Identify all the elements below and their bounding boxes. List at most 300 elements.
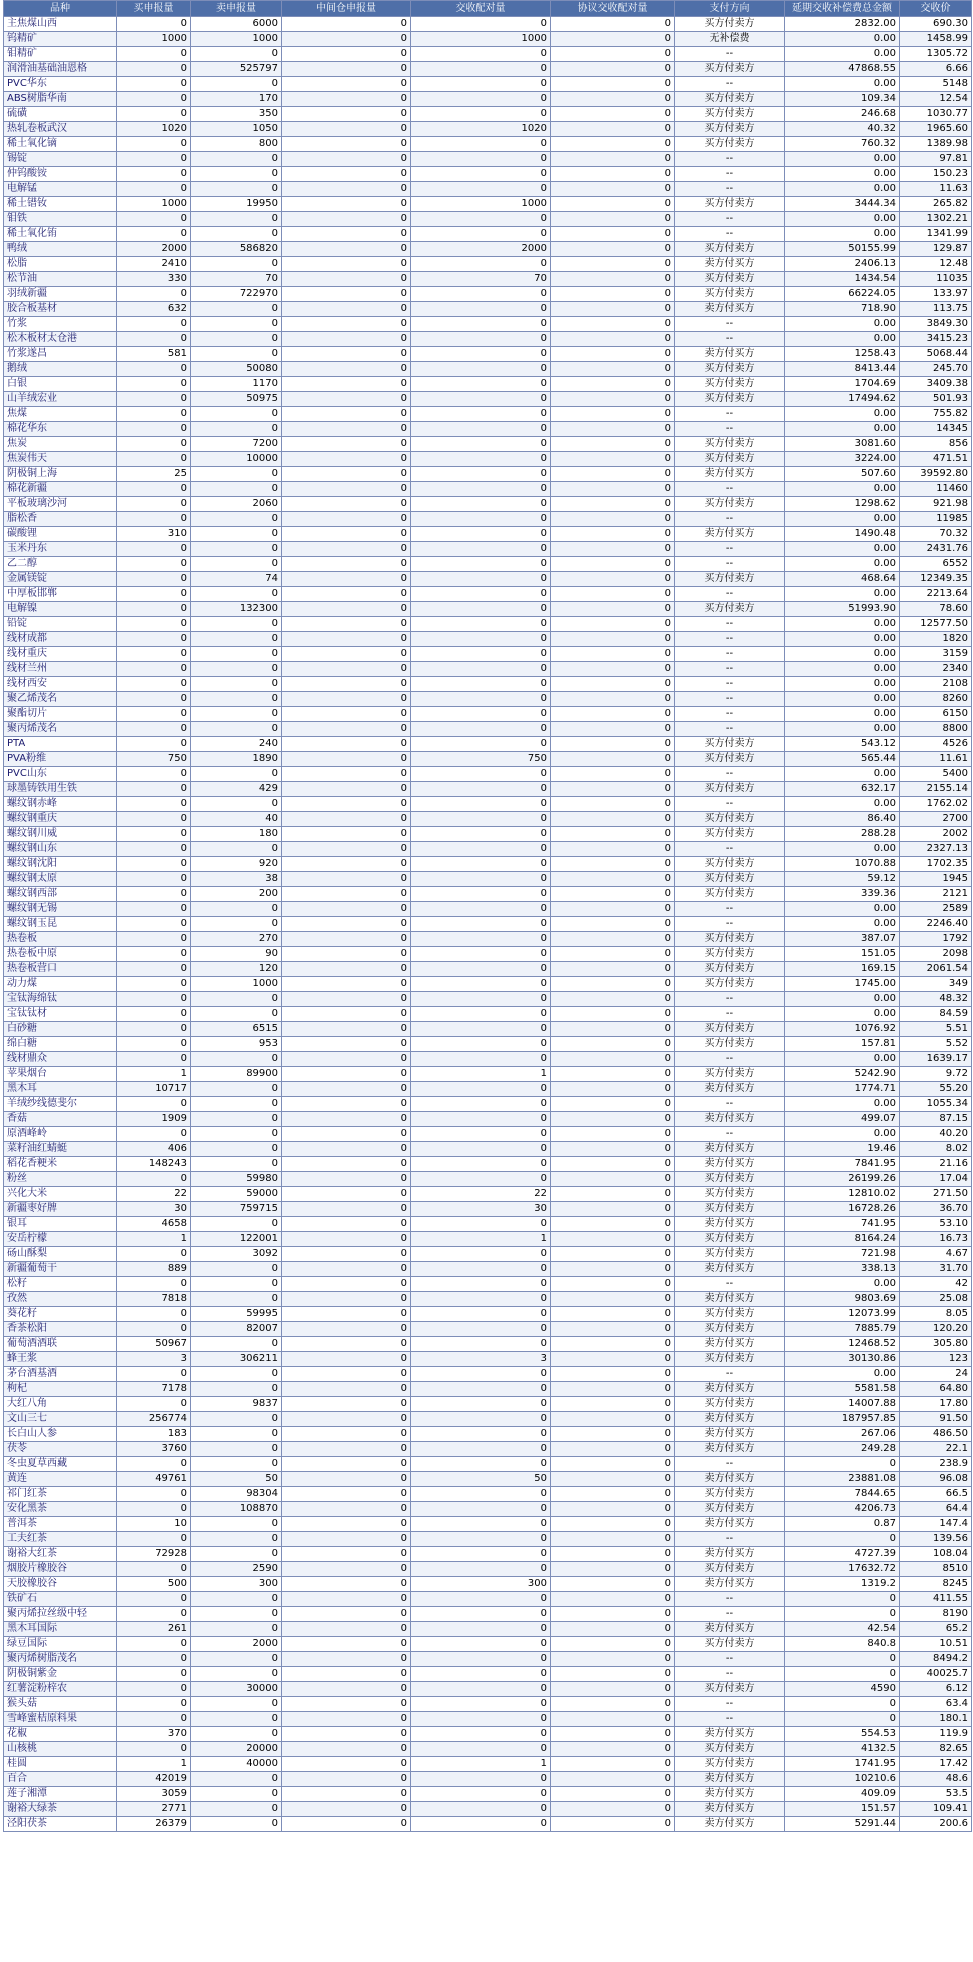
table-row: [4, 407, 972, 422]
cell-variety[interactable]: 祁门红茶: [4, 1487, 117, 1502]
table-row: [4, 1472, 972, 1487]
table-row: [4, 872, 972, 887]
cell-variety[interactable]: 螺纹钢川威: [4, 827, 117, 842]
cell-variety[interactable]: 螺纹钢重庆: [4, 812, 117, 827]
cell-variety[interactable]: 线材重庆: [4, 647, 117, 662]
cell-agreement-qty: 0: [551, 827, 675, 842]
cell-compensation-total: 30130.86: [785, 1352, 900, 1367]
cell-variety[interactable]: 金属镁锭: [4, 572, 117, 587]
cell-matched-qty: 2000: [411, 242, 551, 257]
cell-variety[interactable]: 钼精矿: [4, 47, 117, 62]
cell-matched-qty: 0: [411, 1712, 551, 1727]
cell-delivery-price: 200.6: [900, 1817, 972, 1832]
cell-compensation-total: 632.17: [785, 782, 900, 797]
cell-sell-qty: 0: [191, 1292, 282, 1307]
cell-variety[interactable]: 螺纹钢玉昆: [4, 917, 117, 932]
cell-variety[interactable]: 脂松香: [4, 512, 117, 527]
cell-variety[interactable]: 松节油: [4, 272, 117, 287]
cell-variety[interactable]: 竹浆: [4, 317, 117, 332]
cell-variety[interactable]: 焦炭伟天: [4, 452, 117, 467]
cell-agreement-qty: 0: [551, 1037, 675, 1052]
cell-variety[interactable]: 线材成都: [4, 632, 117, 647]
table-row: [4, 767, 972, 782]
cell-buy-qty: 0: [117, 812, 191, 827]
cell-sell-qty: 1000: [191, 32, 282, 47]
table-row: [4, 107, 972, 122]
cell-variety[interactable]: 孜然: [4, 1292, 117, 1307]
cell-variety[interactable]: 香菇: [4, 1112, 117, 1127]
cell-sell-qty: 2590: [191, 1562, 282, 1577]
cell-variety[interactable]: 焦煤: [4, 407, 117, 422]
cell-variety[interactable]: 热卷板中原: [4, 947, 117, 962]
cell-intermediate-qty: 0: [282, 1307, 411, 1322]
cell-delivery-price: 31.70: [900, 1262, 972, 1277]
cell-variety[interactable]: 羊绒纱线德斐尔: [4, 1097, 117, 1112]
cell-agreement-qty: 0: [551, 1562, 675, 1577]
cell-buy-qty: 0: [117, 1052, 191, 1067]
cell-sell-qty: 0: [191, 1607, 282, 1622]
cell-compensation-total: 339.36: [785, 887, 900, 902]
cell-agreement-qty: 0: [551, 107, 675, 122]
cell-buy-qty: 1: [117, 1067, 191, 1082]
cell-variety[interactable]: 球墨铸铁用生铁: [4, 782, 117, 797]
cell-pay-direction: --: [675, 767, 785, 782]
cell-intermediate-qty: 0: [282, 1622, 411, 1637]
cell-variety[interactable]: 阴极铜紫金: [4, 1667, 117, 1682]
cell-variety[interactable]: 山核桃: [4, 1742, 117, 1757]
cell-agreement-qty: 0: [551, 1097, 675, 1112]
cell-variety[interactable]: 雪峰蜜桔原料果: [4, 1712, 117, 1727]
cell-intermediate-qty: 0: [282, 1022, 411, 1037]
cell-matched-qty: 300: [411, 1577, 551, 1592]
cell-variety[interactable]: 焦炭: [4, 437, 117, 452]
cell-delivery-price: 305.80: [900, 1337, 972, 1352]
cell-variety[interactable]: 蜂王浆: [4, 1352, 117, 1367]
table-row: [4, 947, 972, 962]
cell-variety[interactable]: 玉米丹东: [4, 542, 117, 557]
cell-buy-qty: 0: [117, 1607, 191, 1622]
cell-sell-qty: 50080: [191, 362, 282, 377]
cell-intermediate-qty: 0: [282, 332, 411, 347]
cell-delivery-price: 8494.2: [900, 1652, 972, 1667]
cell-intermediate-qty: 0: [282, 587, 411, 602]
cell-matched-qty: 0: [411, 92, 551, 107]
cell-variety[interactable]: 宝钛钛材: [4, 1007, 117, 1022]
cell-intermediate-qty: 0: [282, 842, 411, 857]
cell-delivery-price: 11.61: [900, 752, 972, 767]
cell-sell-qty: 0: [191, 257, 282, 272]
cell-compensation-total: 1298.62: [785, 497, 900, 512]
cell-agreement-qty: 0: [551, 1817, 675, 1832]
cell-agreement-qty: 0: [551, 1262, 675, 1277]
cell-compensation-total: 5242.90: [785, 1067, 900, 1082]
cell-variety[interactable]: 宝钛海绵钛: [4, 992, 117, 1007]
cell-sell-qty: 0: [191, 677, 282, 692]
cell-variety[interactable]: 新疆枣好牌: [4, 1202, 117, 1217]
cell-variety[interactable]: 莲子湘潭: [4, 1787, 117, 1802]
cell-compensation-total: 0.00: [785, 617, 900, 632]
cell-pay-direction: 卖方付买方: [675, 1217, 785, 1232]
cell-variety[interactable]: 白砂糖: [4, 1022, 117, 1037]
cell-matched-qty: 0: [411, 1082, 551, 1097]
cell-variety[interactable]: 聚酯切片: [4, 707, 117, 722]
cell-variety[interactable]: 线材西安: [4, 677, 117, 692]
cell-buy-qty: 0: [117, 92, 191, 107]
cell-variety[interactable]: 文山三七: [4, 1412, 117, 1427]
cell-sell-qty: 6000: [191, 17, 282, 32]
cell-agreement-qty: 0: [551, 92, 675, 107]
cell-buy-qty: 0: [117, 602, 191, 617]
cell-intermediate-qty: 0: [282, 497, 411, 512]
cell-matched-qty: 0: [411, 377, 551, 392]
table-row: [4, 182, 972, 197]
cell-variety[interactable]: 热轧卷板武汉: [4, 122, 117, 137]
cell-compensation-total: 5581.58: [785, 1382, 900, 1397]
cell-variety[interactable]: 葡萄酒酒联: [4, 1337, 117, 1352]
cell-matched-qty: 0: [411, 1037, 551, 1052]
cell-variety[interactable]: 平板玻璃沙河: [4, 497, 117, 512]
cell-variety[interactable]: 冬虫夏草西藏: [4, 1457, 117, 1472]
cell-agreement-qty: 0: [551, 917, 675, 932]
cell-variety[interactable]: 兴化大米: [4, 1187, 117, 1202]
cell-intermediate-qty: 0: [282, 767, 411, 782]
table-row: [4, 287, 972, 302]
cell-variety[interactable]: PVA粉维: [4, 752, 117, 767]
cell-sell-qty: 3092: [191, 1247, 282, 1262]
cell-pay-direction: --: [675, 1697, 785, 1712]
cell-variety[interactable]: 烟胶片橡胶谷: [4, 1562, 117, 1577]
cell-variety[interactable]: 聚丙烯树脂茂名: [4, 1652, 117, 1667]
cell-compensation-total: 66224.05: [785, 287, 900, 302]
cell-intermediate-qty: 0: [282, 1607, 411, 1622]
cell-compensation-total: 157.81: [785, 1037, 900, 1052]
cell-delivery-price: 2108: [900, 677, 972, 692]
cell-compensation-total: 0.00: [785, 692, 900, 707]
cell-compensation-total: 12468.52: [785, 1337, 900, 1352]
cell-variety[interactable]: 鹅绒: [4, 362, 117, 377]
cell-variety[interactable]: 谢裕大绿茶: [4, 1802, 117, 1817]
cell-pay-direction: 卖方付买方: [675, 1517, 785, 1532]
cell-agreement-qty: 0: [551, 782, 675, 797]
cell-intermediate-qty: 0: [282, 1322, 411, 1337]
cell-variety[interactable]: 鸭绒: [4, 242, 117, 257]
cell-variety[interactable]: 桂圆: [4, 1757, 117, 1772]
cell-variety[interactable]: 稀土氧化镝: [4, 137, 117, 152]
cell-intermediate-qty: 0: [282, 1817, 411, 1832]
cell-intermediate-qty: 0: [282, 452, 411, 467]
cell-pay-direction: --: [675, 1457, 785, 1472]
cell-variety[interactable]: 胶合板基材: [4, 302, 117, 317]
cell-variety[interactable]: 泾阳茯茶: [4, 1817, 117, 1832]
cell-variety[interactable]: PVC华东: [4, 77, 117, 92]
cell-matched-qty: 0: [411, 542, 551, 557]
cell-compensation-total: 3444.34: [785, 197, 900, 212]
table-row: [4, 857, 972, 872]
cell-variety[interactable]: 聚乙烯茂名: [4, 692, 117, 707]
cell-pay-direction: 卖方付买方: [675, 467, 785, 482]
cell-variety[interactable]: 安岳柠檬: [4, 1232, 117, 1247]
cell-delivery-price: 129.87: [900, 242, 972, 257]
cell-variety[interactable]: 银耳: [4, 1217, 117, 1232]
cell-matched-qty: 0: [411, 1142, 551, 1157]
cell-agreement-qty: 0: [551, 1337, 675, 1352]
cell-delivery-price: 17.80: [900, 1397, 972, 1412]
cell-matched-qty: 0: [411, 1592, 551, 1607]
cell-variety[interactable]: 安化黑茶: [4, 1502, 117, 1517]
cell-variety[interactable]: 葵花籽: [4, 1307, 117, 1322]
cell-intermediate-qty: 0: [282, 962, 411, 977]
cell-pay-direction: 卖方付买方: [675, 1772, 785, 1787]
cell-variety[interactable]: 螺纹钢山东: [4, 842, 117, 857]
cell-agreement-qty: 0: [551, 212, 675, 227]
cell-variety[interactable]: 绿豆国际: [4, 1637, 117, 1652]
table-row: [4, 1097, 972, 1112]
cell-variety[interactable]: ABS树脂华南: [4, 92, 117, 107]
table-row: [4, 602, 972, 617]
cell-compensation-total: 0.00: [785, 677, 900, 692]
cell-intermediate-qty: 0: [282, 887, 411, 902]
cell-matched-qty: 0: [411, 512, 551, 527]
cell-delivery-price: 8245: [900, 1577, 972, 1592]
cell-matched-qty: 1000: [411, 32, 551, 47]
cell-variety[interactable]: PTA: [4, 737, 117, 752]
cell-intermediate-qty: 0: [282, 812, 411, 827]
cell-variety[interactable]: 新疆葡萄干: [4, 1262, 117, 1277]
cell-pay-direction: 卖方付买方: [675, 1817, 785, 1832]
cell-agreement-qty: 0: [551, 77, 675, 92]
cell-variety[interactable]: 阴极铜上海: [4, 467, 117, 482]
cell-variety[interactable]: 大红八角: [4, 1397, 117, 1412]
cell-variety[interactable]: 长白山人参: [4, 1427, 117, 1442]
cell-buy-qty: 0: [117, 287, 191, 302]
cell-intermediate-qty: 0: [282, 827, 411, 842]
cell-variety[interactable]: 羽绒新疆: [4, 287, 117, 302]
table-row: [4, 1157, 972, 1172]
cell-intermediate-qty: 0: [282, 1667, 411, 1682]
table-row: [4, 707, 972, 722]
cell-delivery-price: 109.41: [900, 1802, 972, 1817]
cell-compensation-total: 554.53: [785, 1727, 900, 1742]
cell-variety[interactable]: 线材鼎众: [4, 1052, 117, 1067]
cell-matched-qty: 0: [411, 1217, 551, 1232]
cell-delivery-price: 64.80: [900, 1382, 972, 1397]
cell-compensation-total: 1490.48: [785, 527, 900, 542]
table-row: [4, 812, 972, 827]
cell-variety[interactable]: 菜籽油红蜻蜓: [4, 1142, 117, 1157]
cell-compensation-total: 8164.24: [785, 1232, 900, 1247]
cell-variety[interactable]: 原酒峰岭: [4, 1127, 117, 1142]
cell-compensation-total: 0.00: [785, 1367, 900, 1382]
cell-variety[interactable]: 枸杞: [4, 1382, 117, 1397]
cell-compensation-total: 4206.73: [785, 1502, 900, 1517]
cell-matched-qty: 0: [411, 902, 551, 917]
table-row: [4, 1592, 972, 1607]
cell-matched-qty: 0: [411, 1502, 551, 1517]
cell-variety[interactable]: 黄连: [4, 1472, 117, 1487]
cell-matched-qty: 0: [411, 707, 551, 722]
cell-pay-direction: --: [675, 332, 785, 347]
cell-agreement-qty: 0: [551, 992, 675, 1007]
cell-variety[interactable]: 松木板材太仓港: [4, 332, 117, 347]
cell-variety[interactable]: 砀山酥梨: [4, 1247, 117, 1262]
cell-agreement-qty: 0: [551, 362, 675, 377]
cell-variety[interactable]: 稻花香粳米: [4, 1157, 117, 1172]
table-row: [4, 92, 972, 107]
cell-variety[interactable]: 黑木耳国际: [4, 1622, 117, 1637]
cell-agreement-qty: 0: [551, 767, 675, 782]
cell-agreement-qty: 0: [551, 1742, 675, 1757]
cell-variety[interactable]: 棉花新疆: [4, 482, 117, 497]
cell-variety[interactable]: 百合: [4, 1772, 117, 1787]
cell-variety[interactable]: 钨精矿: [4, 32, 117, 47]
cell-buy-qty: 256774: [117, 1412, 191, 1427]
cell-variety[interactable]: 锡锭: [4, 152, 117, 167]
table-row: [4, 1517, 972, 1532]
cell-agreement-qty: 0: [551, 1697, 675, 1712]
cell-sell-qty: 0: [191, 1652, 282, 1667]
cell-matched-qty: 0: [411, 662, 551, 677]
cell-delivery-price: 2246.40: [900, 917, 972, 932]
cell-variety[interactable]: 谢裕大红茶: [4, 1547, 117, 1562]
cell-delivery-price: 84.59: [900, 1007, 972, 1022]
cell-matched-qty: 0: [411, 1487, 551, 1502]
cell-buy-qty: 0: [117, 452, 191, 467]
cell-variety[interactable]: 稀土镨钕: [4, 197, 117, 212]
cell-intermediate-qty: 0: [282, 377, 411, 392]
cell-intermediate-qty: 0: [282, 107, 411, 122]
cell-variety[interactable]: 热卷板营口: [4, 962, 117, 977]
cell-variety[interactable]: 螺纹钢赤峰: [4, 797, 117, 812]
cell-intermediate-qty: 0: [282, 602, 411, 617]
cell-compensation-total: 0.00: [785, 842, 900, 857]
cell-variety[interactable]: 动力煤: [4, 977, 117, 992]
cell-sell-qty: 0: [191, 767, 282, 782]
cell-variety[interactable]: 茅台酒基酒: [4, 1367, 117, 1382]
cell-variety[interactable]: 硫磺: [4, 107, 117, 122]
cell-agreement-qty: 0: [551, 902, 675, 917]
cell-variety[interactable]: 粉丝: [4, 1172, 117, 1187]
cell-sell-qty: 0: [191, 227, 282, 242]
cell-variety[interactable]: 天胶橡胶谷: [4, 1577, 117, 1592]
cell-variety[interactable]: 竹浆遂昌: [4, 347, 117, 362]
cell-intermediate-qty: 0: [282, 1427, 411, 1442]
cell-variety[interactable]: 主焦煤山西: [4, 17, 117, 32]
cell-pay-direction: --: [675, 662, 785, 677]
cell-buy-qty: 0: [117, 1397, 191, 1412]
cell-delivery-price: 5.51: [900, 1022, 972, 1037]
cell-pay-direction: 无补偿费: [675, 32, 785, 47]
cell-variety[interactable]: 红薯淀粉梓农: [4, 1682, 117, 1697]
cell-variety[interactable]: 普洱茶: [4, 1517, 117, 1532]
cell-pay-direction: 买方付卖方: [675, 1037, 785, 1052]
cell-variety[interactable]: 棉花华东: [4, 422, 117, 437]
cell-sell-qty: 0: [191, 1457, 282, 1472]
cell-variety[interactable]: 苹果烟台: [4, 1067, 117, 1082]
cell-variety[interactable]: 仲钨酸铵: [4, 167, 117, 182]
cell-sell-qty: 0: [191, 1082, 282, 1097]
cell-variety[interactable]: 白银: [4, 377, 117, 392]
cell-compensation-total: 47868.55: [785, 62, 900, 77]
cell-variety[interactable]: 铅锭: [4, 617, 117, 632]
cell-matched-qty: 0: [411, 917, 551, 932]
cell-variety[interactable]: 猴头菇: [4, 1697, 117, 1712]
cell-agreement-qty: 0: [551, 122, 675, 137]
cell-variety[interactable]: 电解镍: [4, 602, 117, 617]
cell-variety[interactable]: 润滑油基础油恩格: [4, 62, 117, 77]
cell-pay-direction: 买方付卖方: [675, 812, 785, 827]
cell-variety[interactable]: 松脂: [4, 257, 117, 272]
cell-intermediate-qty: 0: [282, 482, 411, 497]
cell-variety[interactable]: 螺纹钢西部: [4, 887, 117, 902]
cell-variety[interactable]: 绵白糖: [4, 1037, 117, 1052]
cell-buy-qty: 0: [117, 77, 191, 92]
cell-agreement-qty: 0: [551, 1187, 675, 1202]
cell-variety[interactable]: 热卷板: [4, 932, 117, 947]
cell-agreement-qty: 0: [551, 1442, 675, 1457]
cell-matched-qty: 0: [411, 1442, 551, 1457]
cell-variety[interactable]: 乙二醇: [4, 557, 117, 572]
cell-variety[interactable]: 松籽: [4, 1277, 117, 1292]
cell-delivery-price: 1458.99: [900, 32, 972, 47]
cell-variety[interactable]: 螺纹钢太原: [4, 872, 117, 887]
cell-sell-qty: 0: [191, 1442, 282, 1457]
cell-delivery-price: 63.4: [900, 1697, 972, 1712]
cell-variety[interactable]: 螺纹钢无锡: [4, 902, 117, 917]
cell-agreement-qty: 0: [551, 1487, 675, 1502]
cell-intermediate-qty: 0: [282, 557, 411, 572]
cell-variety[interactable]: PVC山东: [4, 767, 117, 782]
table-row: [4, 1067, 972, 1082]
cell-variety[interactable]: 螺纹钢沈阳: [4, 857, 117, 872]
cell-variety[interactable]: 中厚板邯郸: [4, 587, 117, 602]
cell-variety[interactable]: 山羊绒宏业: [4, 392, 117, 407]
cell-agreement-qty: 0: [551, 467, 675, 482]
cell-variety[interactable]: 碳酸锂: [4, 527, 117, 542]
cell-variety[interactable]: 稀土氧化铕: [4, 227, 117, 242]
cell-pay-direction: --: [675, 542, 785, 557]
table-row: [4, 1487, 972, 1502]
cell-intermediate-qty: 0: [282, 1757, 411, 1772]
cell-variety[interactable]: 电解锰: [4, 182, 117, 197]
cell-variety[interactable]: 工夫红茶: [4, 1532, 117, 1547]
cell-variety[interactable]: 香茶松阳: [4, 1322, 117, 1337]
cell-buy-qty: 0: [117, 692, 191, 707]
cell-buy-qty: 2000: [117, 242, 191, 257]
cell-variety[interactable]: 花椒: [4, 1727, 117, 1742]
cell-variety[interactable]: 聚丙烯茂名: [4, 722, 117, 737]
cell-variety[interactable]: 铁矿石: [4, 1592, 117, 1607]
cell-variety[interactable]: 黑木耳: [4, 1082, 117, 1097]
table-row: [4, 572, 972, 587]
cell-delivery-price: 3159: [900, 647, 972, 662]
table-row: [4, 1802, 972, 1817]
cell-pay-direction: 买方付卖方: [675, 1187, 785, 1202]
cell-buy-qty: 0: [117, 797, 191, 812]
cell-intermediate-qty: 0: [282, 92, 411, 107]
cell-matched-qty: 0: [411, 212, 551, 227]
cell-variety[interactable]: 聚丙烯拉丝级中轻: [4, 1607, 117, 1622]
cell-agreement-qty: 0: [551, 1247, 675, 1262]
cell-variety[interactable]: 钼铁: [4, 212, 117, 227]
cell-pay-direction: --: [675, 587, 785, 602]
cell-pay-direction: 买方付卖方: [675, 1322, 785, 1337]
cell-variety[interactable]: 线材兰州: [4, 662, 117, 677]
cell-sell-qty: 0: [191, 647, 282, 662]
cell-delivery-price: 8260: [900, 692, 972, 707]
cell-sell-qty: 270: [191, 932, 282, 947]
cell-variety[interactable]: 茯苓: [4, 1442, 117, 1457]
cell-delivery-price: 1820: [900, 632, 972, 647]
